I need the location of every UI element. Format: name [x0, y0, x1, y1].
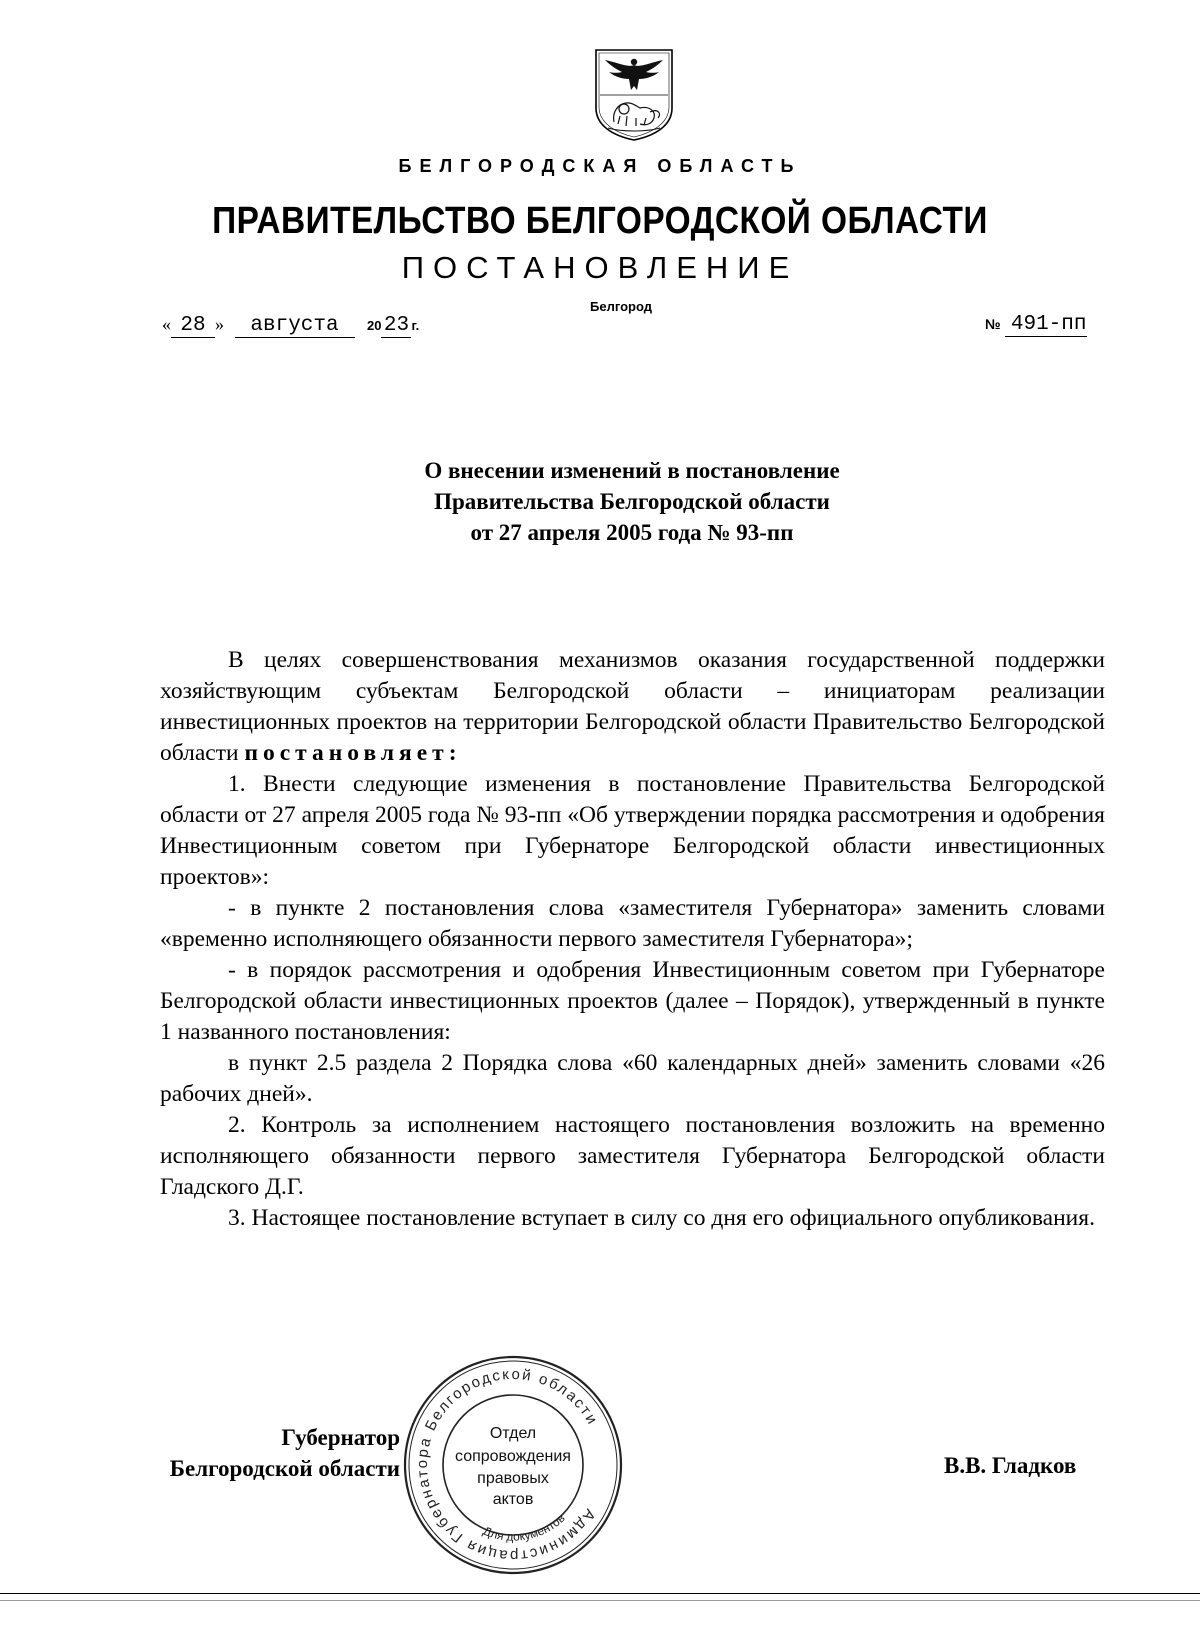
date-year-prefix: 20: [367, 318, 382, 333]
item-3: 3. Настоящее постановление вступает в силу со дня его официального опубликования.: [228, 1205, 1095, 1231]
stamp-center-line: сопровождения: [455, 1448, 571, 1465]
position-line: Губернатор: [281, 1425, 400, 1450]
stamp-ring-text: Администрация Губернатора Белгородской области: [413, 1365, 602, 1565]
government-title: ПРАВИТЕЛЬСТВО БЕЛГОРОДСКОЙ ОБЛАСТИ: [212, 200, 988, 242]
item-1-a: - в пункте 2 постановления слова «заместителя Губернатора» заменить словами «временно исполняющего обязанности первого заместителя Губернатора»;: [160, 895, 1105, 952]
date-open-quote: «: [162, 314, 171, 334]
title-line: от 27 апреля 2005 года № 93-пп: [470, 520, 794, 545]
stamp-bottom-text: Для документов: [481, 1510, 568, 1544]
region-name: БЕЛГОРОДСКАЯ ОБЛАСТЬ: [398, 156, 802, 176]
number-label: №: [985, 316, 1001, 332]
document-date: [162, 314, 419, 338]
date-year-suffix: г.: [411, 318, 420, 333]
title-line: О внесении изменений в постановление: [424, 458, 840, 483]
signatory-position: [150, 1422, 400, 1484]
stamp-center-line: Отдел: [489, 1425, 537, 1442]
preamble-paragraph: [160, 645, 1105, 769]
official-stamp: [400, 1352, 626, 1578]
bottom-rule-scan: [0, 1600, 1200, 1601]
stamp-center-line: актов: [492, 1491, 534, 1508]
document-body: [160, 645, 1105, 1234]
city-name: Белгород: [590, 299, 652, 314]
signatory-name: В.В. Гладков: [944, 1453, 1077, 1478]
decree-word: постановляет:: [244, 740, 462, 766]
document-number: [985, 314, 1087, 337]
stamp-center-line: правовых: [477, 1470, 549, 1487]
position-line: Белгородской области: [169, 1456, 400, 1481]
item-1: 1. Внести следующие изменения в постановление Правительства Белгородской области от 27 апреля 2005 года № 93-пп «Об утверждении порядка рассмотрения и одобрения Инвестиционным советом при Губернаторе Белгородской области инвестиционных проектов»:: [160, 771, 1105, 890]
document-type: ПОСТАНОВЛЕНИЕ: [401, 250, 799, 285]
document-title: [0, 455, 1200, 548]
item-1-b: - в порядок рассмотрения и одобрения Инвестиционным советом при Губернаторе Белгородской области инвестиционных проектов (далее – Порядок), утвержденный в пункте 1 названного постановления:: [160, 957, 1105, 1045]
preamble-text: В целях совершенствования механизмов оказания государственной поддержки хозяйствующим субъектам Белгородской области – инициаторам реализации инвестиционных проектов на территории Белгородской области Правительство Белгородской области: [160, 647, 1105, 766]
number-value: 491-пп: [1005, 314, 1087, 337]
date-close-quote: »: [215, 314, 224, 334]
date-day: 28: [171, 315, 215, 338]
bottom-rule: [0, 1593, 1200, 1594]
date-month: августа: [235, 315, 355, 338]
item-2: 2. Контроль за исполнением настоящего постановления возложить на временно исполняющего обязанности первого заместителя Губернатора Белгородской области Гладского Д.Г.: [160, 1112, 1105, 1200]
item-1-b-1: в пункт 2.5 раздела 2 Порядка слова «60 календарных дней» заменить словами «26 рабочих дней».: [160, 1050, 1105, 1107]
coat-of-arms-emblem: [592, 46, 676, 142]
svg-text:Администрация Губернатора Белг: [400, 1352, 626, 1578]
title-line: Правительства Белгородской области: [434, 489, 830, 514]
date-year: 23: [381, 315, 411, 338]
